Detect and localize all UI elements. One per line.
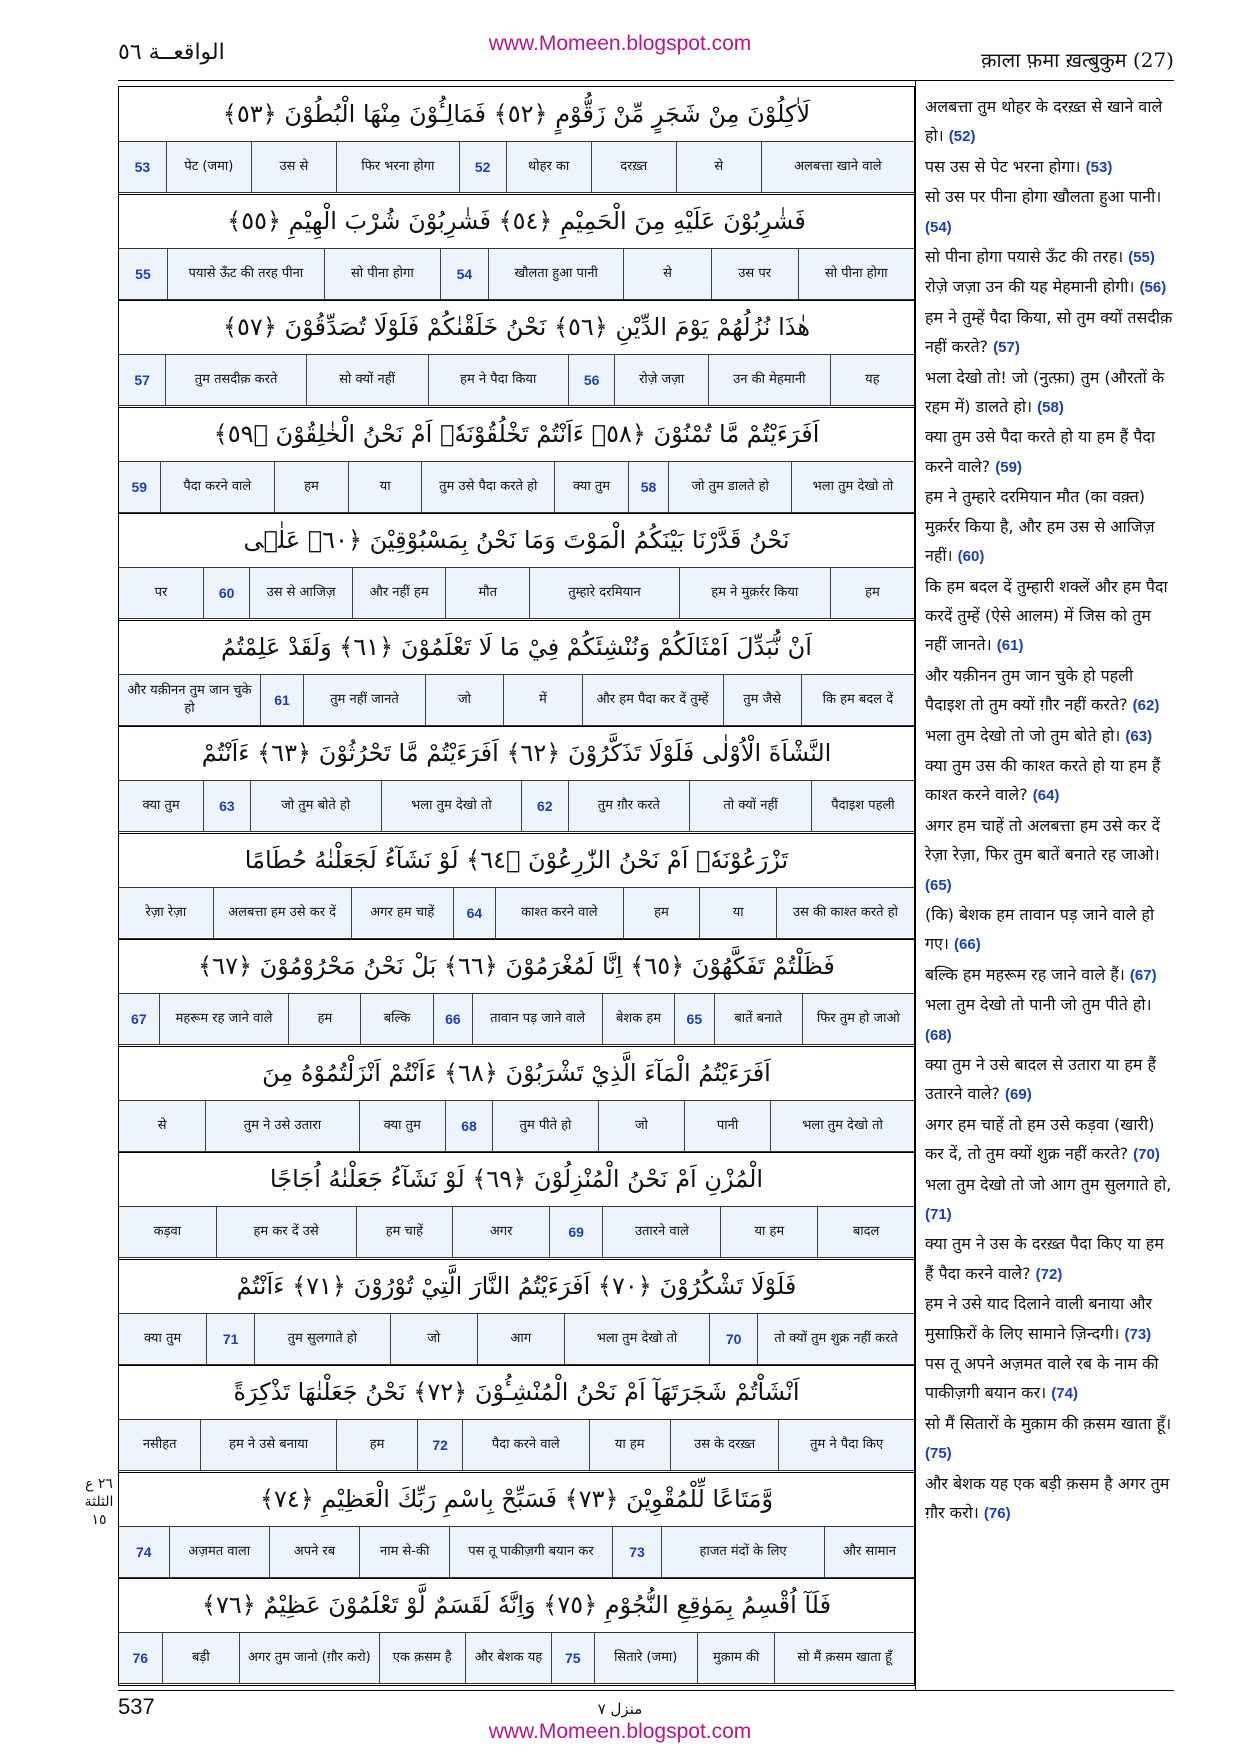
verse-number-cell: 60 [203,568,249,618]
verse-number: (56) [1139,279,1167,297]
translation-text: क्या तुम ने उसे बादल से उतारा या हम हैं उतारने वाले? [925,1055,1157,1104]
word-meaning-row [119,248,914,300]
word-meaning-cell: उस पर [711,249,798,299]
translation-verse [925,303,1175,363]
word-meaning-cell: जो [390,1314,477,1364]
word-meaning-cell: बड़ी [162,1633,240,1683]
word-meaning-cell: फिर तुम हो जाओ [802,994,914,1044]
word-meaning-cell: सो पीना होगा [798,249,914,299]
word-meaning-row [119,1313,914,1365]
verse-number: (73) [1124,1325,1152,1343]
word-meaning-cell: पेट (जमा) [166,142,251,192]
word-meaning-cell: अगर तुम जानो (ग़ौर करो) [239,1633,379,1683]
verse-number: (69) [1005,1086,1032,1104]
word-meaning-cell: दरख़्त [591,142,676,192]
translation-text: क्या तुम ने उस के दरख़्त पैदा किए या हम हैं पैदा करने वाले? [925,1234,1164,1283]
word-meaning-cell: हम [274,462,348,512]
translation-text: भला देखो तो! जो (नुत्फ़ा) तुम (औरतों के रहम में) डालते हो। [925,367,1165,417]
word-meaning-cell: हम ने उसे बनाया [200,1420,336,1470]
verse-number-cell: 56 [568,355,614,405]
translation-text: अगर हम चाहें तो अलबत्ता हम उसे कर दें रेज़ा रेज़ा, फिर तुम बातें बनाते रह जाओ। [925,815,1160,865]
word-meaning-cell: क्या तुम [143,1330,182,1346]
word-meaning-cell: अगर हम चाहें [351,888,453,938]
word-meaning-cell: अलबत्ता खाने वाले [761,142,914,192]
footer-url: www.Momeen.blogspot.com [488,1720,752,1743]
translation-verse [925,572,1175,661]
translation-verse [925,1050,1175,1110]
arabic-verse-line: فَشٰرِبُوْنَ عَلَيْهِ مِنَ الْحَمِيْمِ ﴿٥٤﴾ فَشٰرِبُوْنَ شُرْبَ الْهِيْمِ ﴿٥٥﴾ [227,206,806,235]
word-meaning-cell: उतारने वाले [602,1207,720,1257]
word-meaning-cell: रेज़ा रेज़ा [145,904,187,920]
word-meaning-cell: तुम उसे पैदा करते हो [421,462,554,512]
word-meaning-cell: और यक़ीनन तुम जान चुके हो [127,682,252,716]
translation-verse [925,1289,1175,1349]
translation-text: और बेशक यह एक बड़ी क़सम है अगर तुम ग़ौर करो। [925,1473,1170,1523]
word-meaning-cell: या हम [589,1420,670,1470]
word-meaning-cell: जो तुम बोते हो [250,781,381,831]
word-meaning-cell: भला तुम देखो तो [381,781,521,831]
verse-number-cell: 65 [674,994,714,1044]
word-meaning-cell: आग [477,1314,564,1364]
word-meaning-cell: क्या तुम [142,798,180,814]
verse-number: (67) [1129,966,1157,984]
word-meaning-cell: और बेशक यह [465,1633,551,1683]
header-rule [118,80,1174,81]
verse-number: (71) [925,1206,952,1224]
verse-number: (58) [1037,399,1064,417]
verse-number-cell: 66 [433,994,473,1044]
word-meaning-cell: उस के दरख़्त [670,1420,778,1470]
verse-number: (62) [1132,697,1160,715]
translation-verse [925,1409,1175,1469]
arabic-verse-line: وَّمَتَاعًا لِّلْمُقْوِيْنَ ﴿٧٣﴾ فَسَبِّحْ بِاسْمِ رَبِّكَ الْعَظِيْمِ ﴿٧٤﴾ [259,1484,774,1513]
word-meaning-row [119,1100,914,1152]
translation-text: और यक़ीनन तुम जान चुके हो पहली पैदाइश तो तुम क्यों ग़ौर नहीं करते? [925,665,1134,715]
translation-verse [925,661,1175,721]
verse-number: (57) [993,339,1020,357]
word-meaning-cell: सो क्यों नहीं [306,355,428,405]
verse-number: (72) [1035,1265,1063,1283]
translation-verse [925,1469,1175,1529]
verse-number: (76) [983,1505,1011,1523]
arabic-verse-line: تَزْرَعُوْنَهٗۤ اَمْ نَحْنُ الزّٰرِعُوْنَ ﴿٦٤﴾ لَوْ نَشَآءُ لَجَعَلْنٰهُ حُطَامًا [244,845,789,874]
verse-number-cell: 52 [459,142,506,192]
translation-text: क्या तुम उसे पैदा करते हो या हम हैं पैदा करने वाले? [925,427,1156,476]
translation-verse [925,1170,1175,1230]
footer-rule [118,1690,1174,1691]
word-meaning-cell: जो तुम डालते हो [668,462,791,512]
word-meaning-cell: अगर [452,1207,549,1257]
word-meaning-cell: थोहर का [506,142,591,192]
word-meaning-cell: से [157,1117,167,1133]
translation-verse [925,900,1175,960]
translation-verse [925,960,1175,990]
word-meaning-cell: महरूम रह जाने वाले [159,994,289,1044]
word-meaning-cell: या हम [720,1207,817,1257]
word-meaning-cell: नाम से-की [359,1527,449,1577]
arabic-verse-line: لَاٰكِلُوْنَ مِنْ شَجَرٍ مِّنْ زَقُّوْمٍ ﴿٥٢﴾ فَمَالِـُٔوْنَ مِنْهَا الْبُطُوْنَ ﴿٥٣﴾ [222,100,811,128]
word-meaning-cell: बादल [817,1207,914,1257]
verse-number-cell: 75 [551,1633,594,1683]
word-meaning-cell: तुम तसदीक़ करते [165,355,305,405]
verse-number-cell: 58 [628,462,669,512]
verse-number-cell: 67 [131,1011,147,1028]
word-meaning-cell: हम [830,568,914,618]
word-meaning-cell: सो मैं क़सम खाता हूँ [774,1633,914,1683]
translation-verse [925,92,1175,152]
word-meaning-cell: तुम नहीं जानते [303,675,425,725]
word-meaning-cell: मुक़ाम की [697,1633,775,1683]
margin-note: ٢٦ ع الثلثة ١٥ [84,1476,114,1528]
translation-verse [925,363,1175,423]
verse-number: (65) [925,876,952,894]
word-meaning-cell: यह [830,355,914,405]
word-meaning-cell: या [699,888,776,938]
word-meaning-row [119,141,914,193]
verse-number-cell: 62 [521,781,567,831]
word-meaning-cell: तुम ग़ौर करते [568,781,690,831]
translation-verse [925,482,1175,571]
verse-number-cell: 55 [135,265,151,282]
word-meaning-cell: और नहीं हम [352,568,445,618]
word-meaning-cell: तुम पीते हो [492,1101,597,1151]
word-meaning-row [119,674,914,726]
verse-number: (70) [1133,1146,1160,1164]
translation-verse [925,811,1175,900]
verse-number: (52) [948,128,976,146]
word-meaning-cell: अज़मत वाला [169,1527,269,1577]
word-meaning-cell: तावान पड़ जाने वाले [472,994,602,1044]
word-meaning-cell: काश्त करने वाले [495,888,623,938]
word-meaning-cell: और सामान [824,1527,914,1577]
word-meaning-cell: भला तुम देखो तो [564,1314,709,1364]
word-meaning-cell: मौत [445,568,529,618]
word-meaning-cell: अलबत्ता हम उसे कर दें [213,888,351,938]
column-divider [915,80,916,1690]
translation-text: पस उस से पेट भरना होगा। [925,156,1086,176]
word-meaning-cell: और हम पैदा कर दें तुम्हें [582,675,723,725]
arabic-verse-line: اَفَرَءَيْتُمْ مَّا تُمْنُوْنَ ﴿٥٨﴾ ءَاَنْتُمْ تَخْلُقُوْنَهٗۤ اَمْ نَحْنُ الْخٰلِقُوْنَ ﴿٥٩﴾ [213,419,820,448]
translation-text: सो उस पर पीना होगा खौलता हुआ पानी। [925,187,1162,207]
surah-title: الواقعــة ٥٦ [118,40,225,65]
word-meaning-cell: रोज़े जज़ा [614,355,708,405]
word-meaning-cell: भला तुम देखो तो [791,462,914,512]
word-meaning-cell: खौलता हुआ पानी [488,249,624,299]
word-meaning-cell: तुम जैसे [723,675,801,725]
arabic-verse-line: هٰذَا نُزُلُهُمْ يَوْمَ الدِّيْنِ ﴿٥٦﴾ نَحْنُ خَلَقْنٰكُمْ فَلَوْلَا تُصَدِّقُوْنَ ﴿٥٧﴾ [222,313,811,342]
word-meaning-cell: हम कर दें उसे [216,1207,356,1257]
verse-number: (75) [925,1445,952,1463]
word-meaning-row [119,887,914,939]
verse-number: (60) [957,548,985,566]
word-meaning-row [119,993,914,1045]
word-meaning-row [119,1419,914,1471]
verse-number-cell: 61 [260,675,303,725]
word-meaning-cell: भला तुम देखो तो [770,1101,914,1151]
translation-verse [925,990,1175,1050]
arabic-verse-line: الْمُزْنِ اَمْ نَحْنُ الْمُنْزِلُوْنَ ﴿٦٩﴾ لَوْ نَشَآءُ جَعَلْنٰهُ اُجَاجًا [269,1165,764,1194]
juz-title: क़ाला फ़मा ख़त्बुकुम (27) [981,48,1174,72]
word-meaning-cell: पैदाइश पहली [811,781,914,831]
verse-number: (54) [925,218,952,236]
word-meaning-cell: तुम्हारे दरमियान [529,568,678,618]
verse-number-cell: 74 [136,1543,152,1560]
word-meaning-row [119,780,914,832]
manzil-label: منزل ۷ [597,1700,643,1718]
translation-text: सो पीना होगा पयासे ऊँट की तरह। [925,247,1129,267]
translation-text: हम ने तुम्हारे दरमियान मौत (का वक़्त) मुक़र्रर किया है, और हम उस से आजिज़ नहीं। [925,487,1155,566]
verse-number-cell: 68 [445,1101,492,1151]
word-meaning-cell: से [623,249,710,299]
verse-number-cell: 71 [206,1314,254,1364]
word-by-word-panel [118,86,915,1686]
verse-number-cell: 54 [440,249,488,299]
translation-text: भला तुम देखो तो पानी जो तुम पीते हो। [925,995,1152,1015]
verse-number-cell: 63 [203,781,249,831]
word-meaning-cell: उस से आजिज़ [249,568,352,618]
translation-text: कि हम बदल दें तुम्हारी शक्लें और हम पैदा करदें तुम्हें (ऐसे आलम) में जिस को तुम नहीं जानते। [925,576,1168,655]
word-meaning-cell: सो पीना होगा [324,249,440,299]
translation-verse [925,751,1175,811]
word-meaning-row [119,567,914,619]
translation-text: अगर हम चाहें तो हम उसे कड़वा (खारी) कर दें, तो तुम क्यों शुक्र नहीं करते? [925,1114,1155,1164]
word-meaning-cell: बातें बनाते [714,994,802,1044]
word-meaning-cell: सितारे (जमा) [594,1633,697,1683]
translation-verse [925,152,1175,182]
word-meaning-cell: पानी [684,1101,770,1151]
word-meaning-cell: हम ने पैदा किया [428,355,568,405]
verse-number-cell: 69 [549,1207,602,1257]
word-meaning-cell: नसीहत [142,1437,177,1453]
verse-number: (59) [995,458,1022,476]
word-meaning-cell: उस की काश्त करते हो [776,888,914,938]
word-meaning-cell: अपने रब [269,1527,359,1577]
translation-text: सो मैं सितारों के मुक़ाम की क़सम खाता हूँ। [925,1413,1172,1433]
verse-number-cell: 64 [453,888,495,938]
word-meaning-cell: हम चाहें [356,1207,453,1257]
translation-verse [925,1349,1175,1409]
translation-text: रोज़े जज़ा उन की यह मेहमानी होगी। [925,277,1140,297]
word-meaning-cell: पस तू पाकीज़गी बयान कर [449,1527,611,1577]
verse-number: (55) [1128,249,1155,267]
word-meaning-cell: हाजत मंदों के लिए [661,1527,823,1577]
header-url: www.Momeen.blogspot.com [488,32,752,55]
word-meaning-cell: कड़वा [153,1224,182,1240]
word-meaning-cell: क्या तुम [554,462,628,512]
word-meaning-cell: पैदा करने वाले [462,1420,589,1470]
word-meaning-cell: जो [425,675,503,725]
verse-number-cell: 73 [612,1527,662,1577]
translation-verse [925,272,1175,302]
word-meaning-cell: तुम ने पैदा किए [778,1420,914,1470]
translation-verse [925,422,1175,482]
translation-text: हम ने उसे याद दिलाने वाली बनाया और मुसाफ़िरों के लिए सामाने ज़िन्दगी। [925,1294,1153,1343]
verse-number-cell: 53 [134,159,151,175]
translation-column [925,92,1175,1529]
translation-text: (कि) बेशक हम तावान पड़ जाने वाले हो गए। [925,904,1155,954]
word-meaning-cell: या [348,462,422,512]
word-meaning-row [119,1206,914,1258]
arabic-verse-line: اَنْشَاْتُمْ شَجَرَتَهَآ اَمْ نَحْنُ الْمُنْشِـُٔوْنَ ﴿٧٢﴾ نَحْنُ جَعَلْنٰهَا تَذْكِرَةً [233,1378,800,1407]
translation-verse [925,1229,1175,1289]
word-meaning-cell: क्या तुम [359,1101,445,1151]
verse-number: (61) [996,637,1024,655]
arabic-verse-line: النَّشْاَةَ الْاُوْلٰى فَلَوْلَا تَذَكَّرُوْنَ ﴿٦٢﴾ اَفَرَءَيْتُمْ مَّا تَحْرُثُوْنَ ﴿٦٣﴾ ءَاَنْتُمْ [201,739,832,768]
arabic-verse-line: فَظَلْتُمْ تَفَكَّهُوْنَ ﴿٦٥﴾ اِنَّا لَمُغْرَمُوْنَ ﴿٦٦﴾ بَلْ نَحْنُ مَحْرُوْمُوْنَ ﴿٦٧﴾ [198,952,835,981]
verse-number: (53) [1085,158,1113,176]
translation-verse [925,182,1175,242]
verse-number: (68) [925,1026,952,1044]
translation-text: पस तू अपने अज़मत वाले रब के नाम की पाकीज़गी बयान कर। [925,1354,1159,1403]
verse-number: (74) [1051,1385,1078,1403]
translation-text: क्या तुम उस की काश्त करते हो या हम हैं काश्त करने वाले? [925,755,1161,805]
translation-verse [925,721,1175,751]
translation-text: अलबत्ता तुम थोहर के दरख़्त से खाने वाले हो। [925,97,1163,146]
translation-text: हम ने तुम्हें पैदा किया, सो तुम क्यों तसदीक़ नहीं करते? [925,307,1173,357]
verse-number-cell: 70 [709,1314,757,1364]
verse-number: (66) [954,936,981,954]
word-meaning-cell: जो [598,1101,684,1151]
word-meaning-cell: फिर भरना होगा [336,142,459,192]
word-meaning-cell: उस से [251,142,336,192]
arabic-verse-line: اَنْ نُّبَدِّلَ اَمْثَالَكُمْ وَنُنْشِئَكُمْ فِيْ مَا لَا تَعْلَمُوْنَ ﴿٦١﴾ وَلَقَدْ عَلِمْتُمُ [221,632,812,661]
verse-number-cell: 59 [131,478,148,495]
arabic-verse-line: اَفَرَءَيْتُمُ الْمَآءَ الَّذِيْ تَشْرَبُوْنَ ﴿٦٨﴾ ءَاَنْتُمْ اَنْزَلْتُمُوْهُ مِنَ [262,1058,771,1087]
verse-number-cell: 72 [417,1420,462,1470]
word-meaning-cell: पयासे ऊँट की तरह पीना [167,249,324,299]
arabic-verse-line: فَلَآ اُقْسِمُ بِمَوٰقِعِ النُّجُوْمِ ﴿٧٥﴾ وَاِنَّهٗ لَقَسَمٌ لَّوْ تَعْلَمُوْنَ عَظِيْمٌ ﴿٧٦﴾ [201,1591,832,1620]
translation-verse [925,242,1175,272]
word-meaning-cell: एक क़सम है [379,1633,465,1683]
translation-text: भला तुम देखो तो जो तुम बोते हो। [925,725,1126,745]
word-meaning-row [119,1526,914,1578]
word-meaning-cell: बेशक हम [602,994,674,1044]
translation-text: बल्कि हम महरूम रह जाने वाले हैं। [925,964,1130,984]
word-meaning-cell: हम [623,888,700,938]
word-meaning-row [119,461,914,513]
word-meaning-cell: कि हम बदल दें [801,675,914,725]
word-meaning-cell: हम [288,994,360,1044]
translation-verse [925,1110,1175,1170]
word-meaning-cell: हम ने मुक़र्रर किया [679,568,830,618]
word-meaning-cell: तुम सुलगाते हो [254,1314,390,1364]
verse-number-cell: 57 [134,372,150,389]
verse-number: (63) [1125,727,1153,745]
word-meaning-cell: उन की मेहमानी [708,355,830,405]
word-meaning-row [119,354,914,406]
word-meaning-cell: से [676,142,761,192]
word-meaning-cell: पर [154,585,168,601]
word-meaning-cell: बल्कि [360,994,432,1044]
arabic-verse-line: فَلَوْلَا تَشْكُرُوْنَ ﴿٧٠﴾ اَفَرَءَيْتُمُ النَّارَ الَّتِيْ تُوْرُوْنَ ﴿٧١﴾ ءَاَنْتُمْ [236,1271,797,1300]
word-meaning-cell: हम [336,1420,417,1470]
translation-text: भला तुम देखो तो जो आग तुम सुलगाते हो, [925,1174,1172,1194]
verse-number: (64) [1032,787,1060,805]
word-meaning-cell: तुम ने उसे उतारा [205,1101,358,1151]
word-meaning-cell: तो क्यों तुम शुक्र नहीं करते [757,1314,914,1364]
verse-number-cell: 76 [132,1650,149,1667]
page-number: 537 [118,1694,155,1719]
word-meaning-cell: में [503,675,581,725]
arabic-verse-line: نَحْنُ قَدَّرْنَا بَيْنَكُمُ الْمَوْتَ وَمَا نَحْنُ بِمَسْبُوْقِيْنَ ﴿٦٠﴾ عَلٰۤى [243,526,790,555]
word-meaning-cell: तो क्यों नहीं [689,781,811,831]
word-meaning-cell: पैदा करने वाले [160,462,275,512]
word-meaning-row [119,1632,914,1684]
